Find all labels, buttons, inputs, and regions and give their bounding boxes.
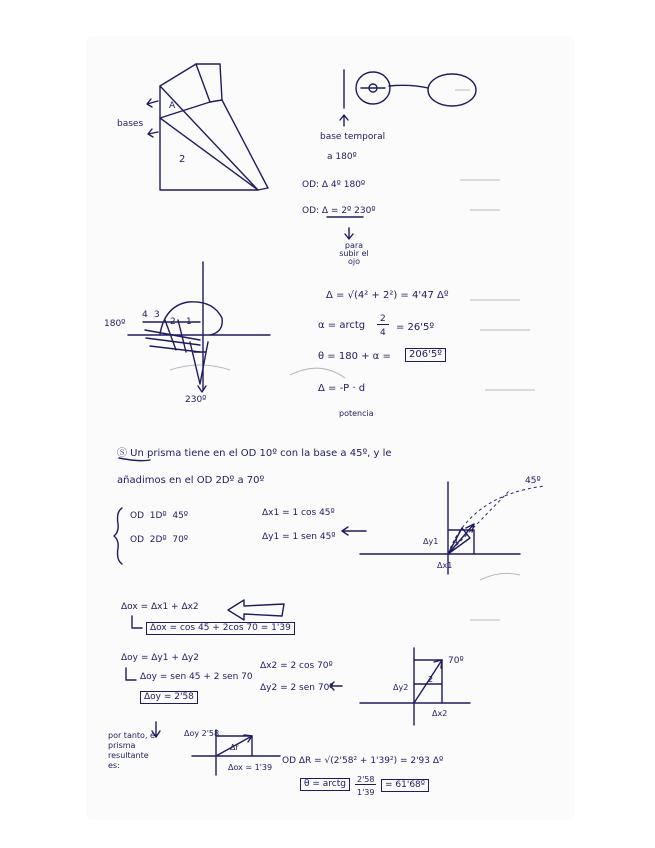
doy-calculation: Δoy = sen 45 + 2 sen 70 [140,672,253,682]
od-resultant-equation: OD ΔR = √(2'58² + 1'39²) = 2'93 Δº [282,756,444,766]
theta-value: = 61'68º [381,779,429,792]
alpha-denominator: 4 [380,328,386,338]
potencia-label: potencia [339,409,374,418]
theta-vector-label: Δr [230,743,239,752]
alpha-numerator: 2 [377,315,389,325]
doy-result: Δoy = 2'58 [140,691,198,704]
label-bases: bases [117,119,144,129]
small-left-arrow-icon [330,527,366,690]
label-dx1: Δx1 [437,561,453,570]
label-dy1: Δy1 [423,537,439,546]
dox-sum: Δox = Δx1 + Δx2 [121,602,199,612]
theta-result-box: 206'5º [405,348,446,362]
label-a: A [169,101,176,111]
label-1: 1 [186,317,192,327]
problem-line-1: Ⓢ Un prisma tiene en el OD 10º con la base a 45º, y le [117,448,392,459]
resultant-note: por tanto, el prisma resultante es: [108,731,158,770]
label-3: 3 [154,310,160,320]
label-1b: 1 [454,536,460,545]
dx1-equation: Δx1 = 1 cos 45º [262,508,335,518]
label-4: 4 [142,310,148,320]
theta-numerator: 2'58 [357,775,375,784]
label-2b: 2 [170,317,176,327]
label-2: 2 [179,154,186,165]
system-row-2: OD 2Dº 70º [130,535,189,545]
prism-axis-drawing [128,262,270,392]
dx2-equation: Δx2 = 2 cos 70º [260,661,333,671]
dox-label: Δox = 1'39 [228,763,273,772]
doy-label: Δoy 2'58 [184,729,220,738]
sum-hook-1 [132,616,142,628]
dox-calculation: Δox = cos 45 + 2cos 70 = 1'39 [146,622,295,635]
prism-drawing [147,64,268,190]
label-180: 180º [104,319,126,329]
dy2-equation: Δy2 = 2 sen 70º [260,683,334,693]
alpha-equation-prefix: α = arctg [318,320,366,331]
dy1-equation: Δy1 = 1 sen 45º [262,532,336,542]
label-dx2: Δx2 [432,709,448,718]
system-brace [114,508,122,564]
label-45: 45º [525,476,541,486]
theta-equation-prefix: θ = 180 + α = [318,351,391,362]
od-line-2: OD: Δ = 2º 230º [302,206,376,216]
alpha-result: = 26'5º [396,322,435,333]
od-line-1: OD: Δ 4º 180º [302,180,366,190]
label-dy2: Δy2 [393,683,409,692]
big-left-arrow-icon [228,600,284,620]
vector-chart-1 [360,482,545,574]
label-230: 230º [185,395,207,405]
label-2c: 2 [428,675,434,684]
sum-hook-2 [126,668,136,680]
delta-neg-equation: Δ = -P · d [318,383,366,394]
label-70: 70º [448,656,464,666]
system-row-1: OD 1Dº 45º [130,511,189,521]
angle-text: a 180º [327,152,357,162]
theta-denominator: 1'39 [357,788,375,797]
delta-equation: Δ = √(4² + 2²) = 4'47 Δº [326,290,449,301]
theta-arctg-prefix: θ = arctg [300,778,350,791]
base-temporal-text: base temporal [320,132,386,142]
note-para-subir: para subir el ojo [339,241,369,266]
doy-sum: Δoy = Δy1 + Δy2 [121,653,199,663]
problem-line-2: añadimos en el OD 2Dº a 70º [117,475,265,486]
